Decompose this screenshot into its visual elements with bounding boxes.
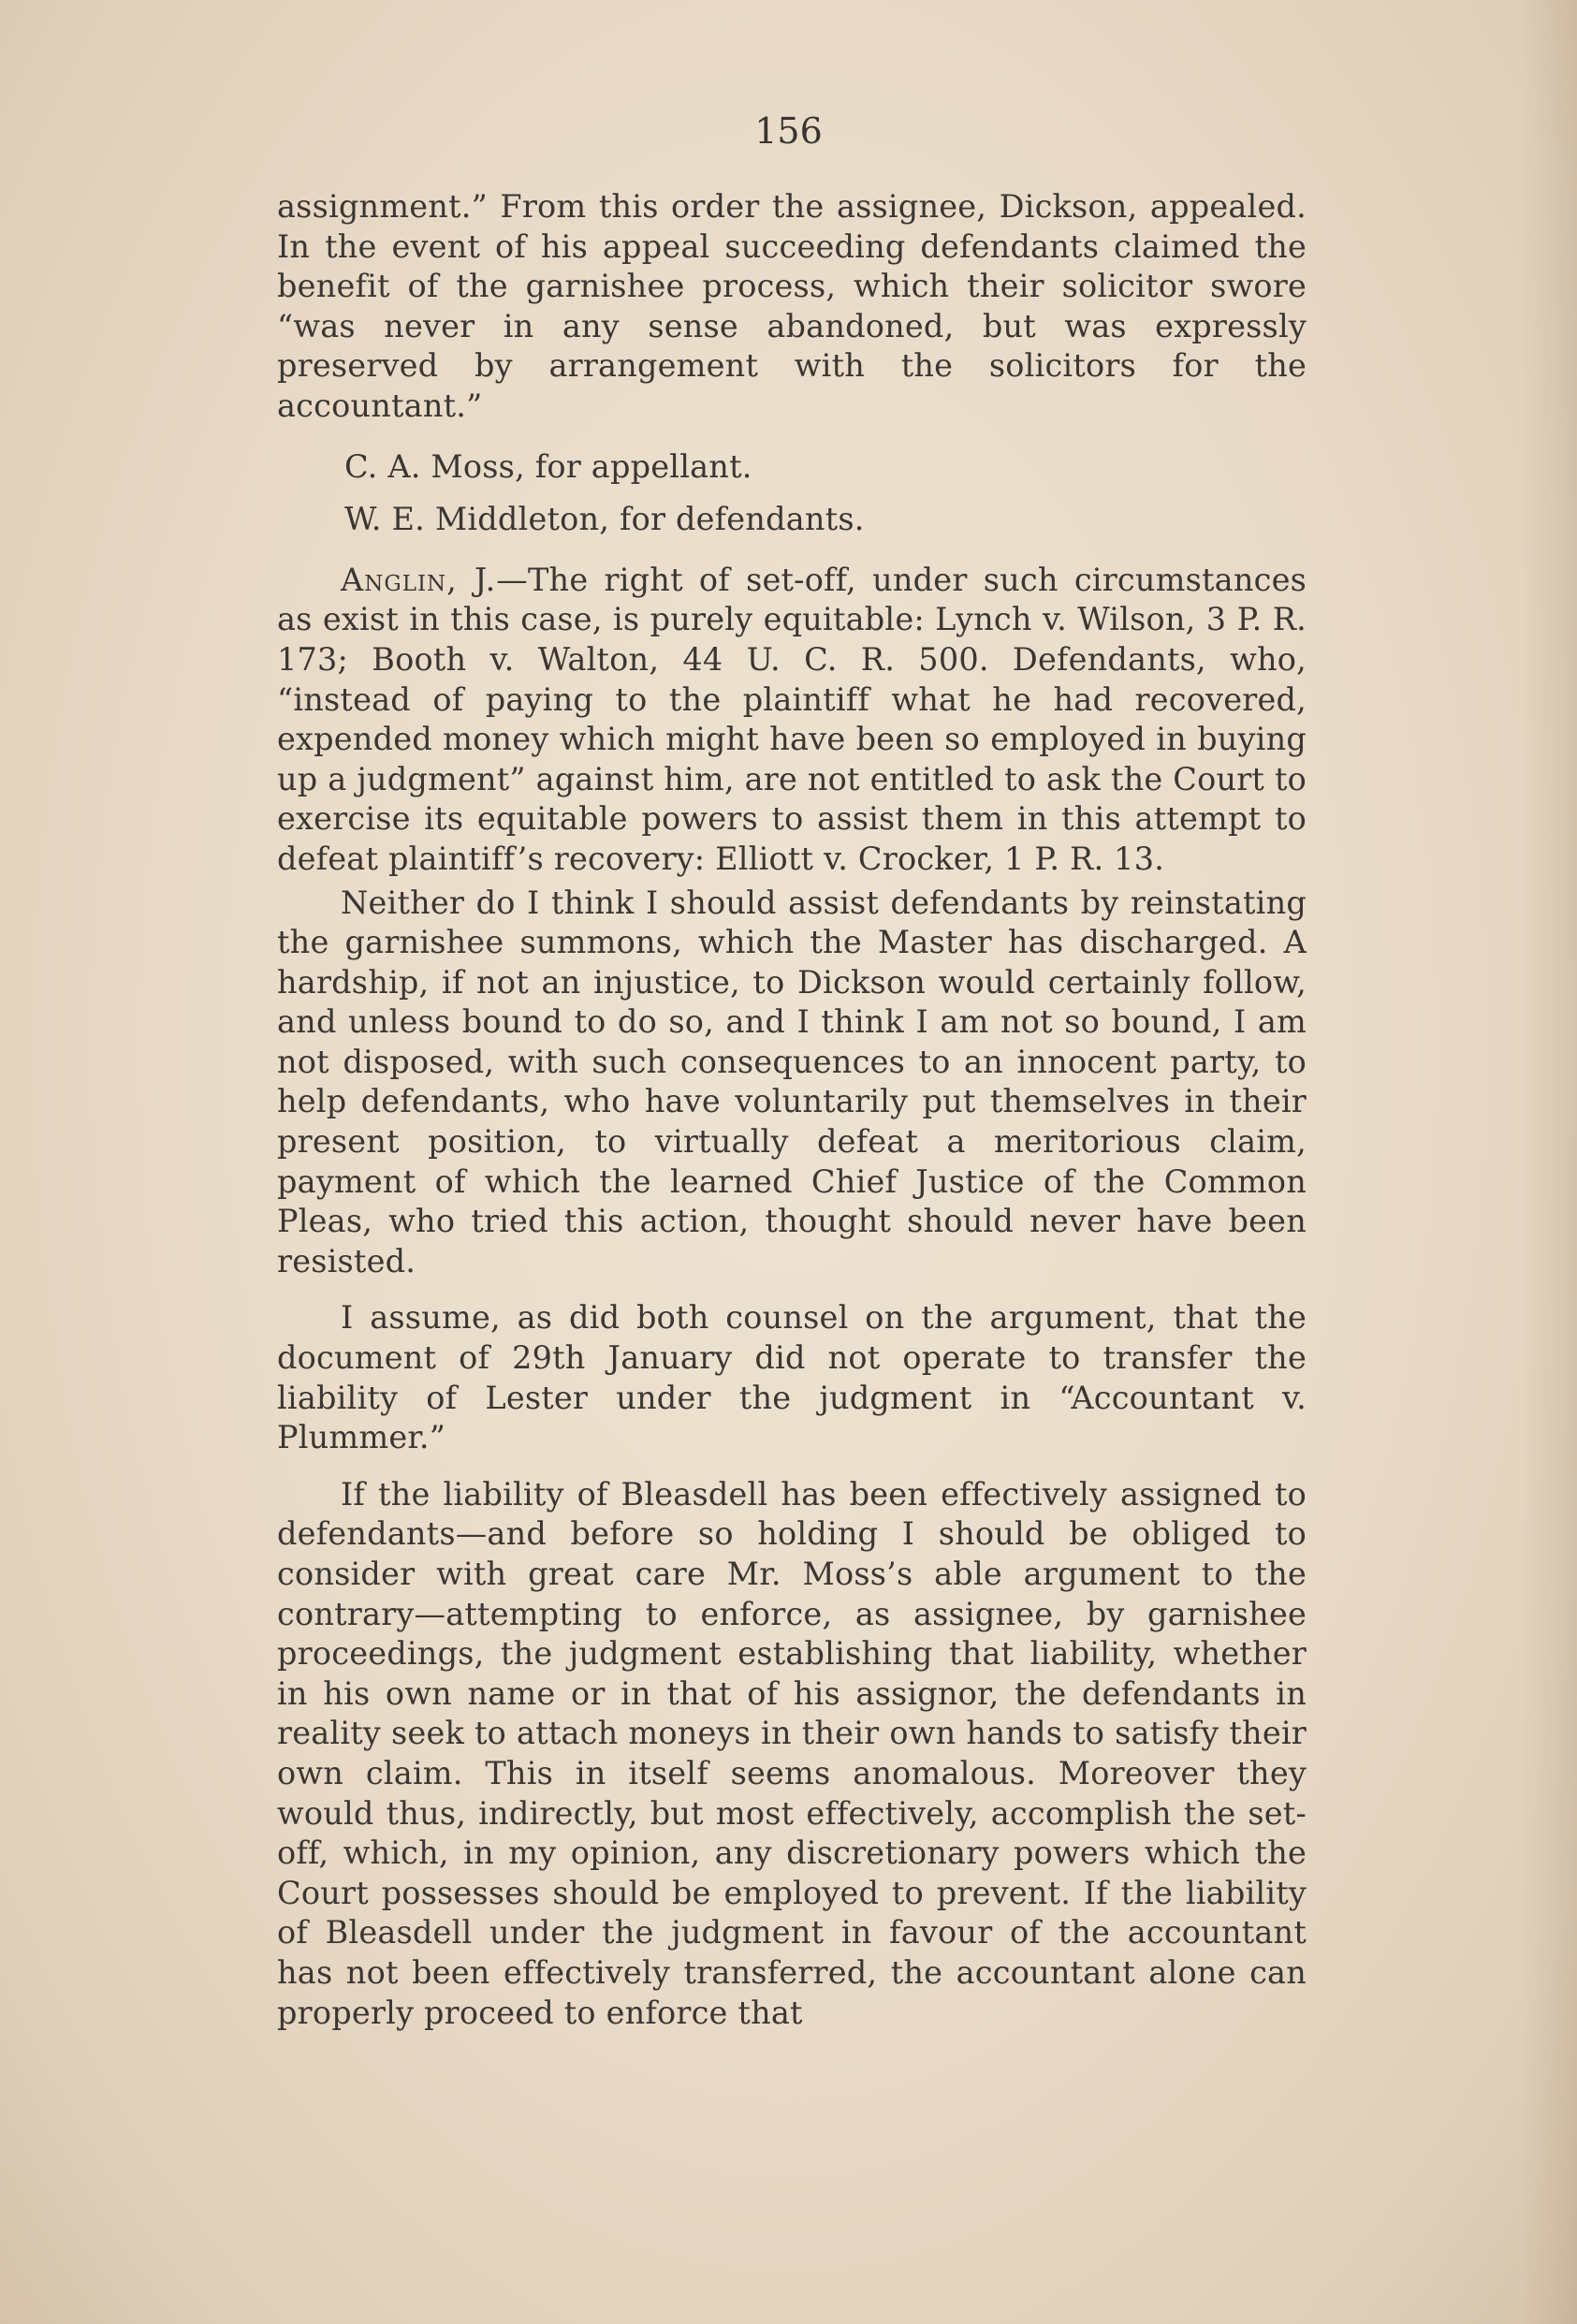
counsel-defendants: W. E. Middleton, for defendants. <box>344 501 865 538</box>
judgment-paragraph <box>277 561 1307 880</box>
paragraph-assume: I assume, as did both counsel on the argument, that the document of 29th January did not operate to transfer the liability of Lester under the judgment in “Accountant v. Plummer.” <box>277 1299 1307 1456</box>
paragraph-continuation: assignment.” From this order the assignee, Dickson, appealed. In the event of his appeal succeeding defendants claimed the benefit of the garnishee process, which their solicitor swore “was never in any sense abandoned, but was expressly preserved by arrangement with the solicitors for the accountant.” <box>277 188 1307 424</box>
page-edge-shadow <box>1521 0 1577 2324</box>
counsel-appellant: C. A. Moss, for appellant. <box>344 447 752 485</box>
page-number: 156 <box>754 110 823 152</box>
judgment-text: —The right of set-off, under such circumstances as exist in this case, is purely equitable: Lynch v. Wilson, 3 P. R. 173; Booth v. Walton, 44 U. C. R. 500. Defendants, who, “instead of paying to the plaintiff what he had recovered, expended money which might have been so employed in buying up a judgment” against him, are not entitled to ask the Court to exercise its equitable powers to assist them in this attempt to defeat plaintiff’s recovery: Elliott v. Crocker, 1 P. R. 13. <box>277 561 1307 877</box>
judge-name: Anglin, J. <box>341 561 497 598</box>
paragraph-liability: If the liability of Bleasdell has been effectively assigned to defendants—and before so holding I should be obliged to consider with great care Mr. Moss’s able argument to the contrary—attempting to enforce, as assignee, by garnishee proceedings, the judgment establishing that liability, whether in his own name or in that of his assignor, the defendants in reality seek to attach moneys in their own hands to satisfy their own claim. This in itself seems anomalous. Moreover they would thus, indirectly, but most effectively, accomplish the set-off, which, in my opinion, any discretionary powers which the Court possesses should be employed to prevent. If the liability of Bleasdell under the judgment in favour of the accountant has not been effectively transferred, the accountant alone can properly proceed to enforce that <box>277 1475 1307 2031</box>
paragraph-neither: Neither do I think I should assist defendants by reinstating the garnishee summons, which the Master has discharged. A hardship, if not an injustice, to Dickson would certainly follow, and unless bound to do so, and I think I am not so bound, I am not disposed, with such consequences to an innocent party, to help defendants, who have voluntarily put themselves in their present position, to virtually defeat a meritorious claim, payment of which the learned Chief Justice of the Common Pleas, who tried this action, thought should never have been resisted. <box>277 884 1307 1279</box>
body-text <box>277 187 1307 2033</box>
